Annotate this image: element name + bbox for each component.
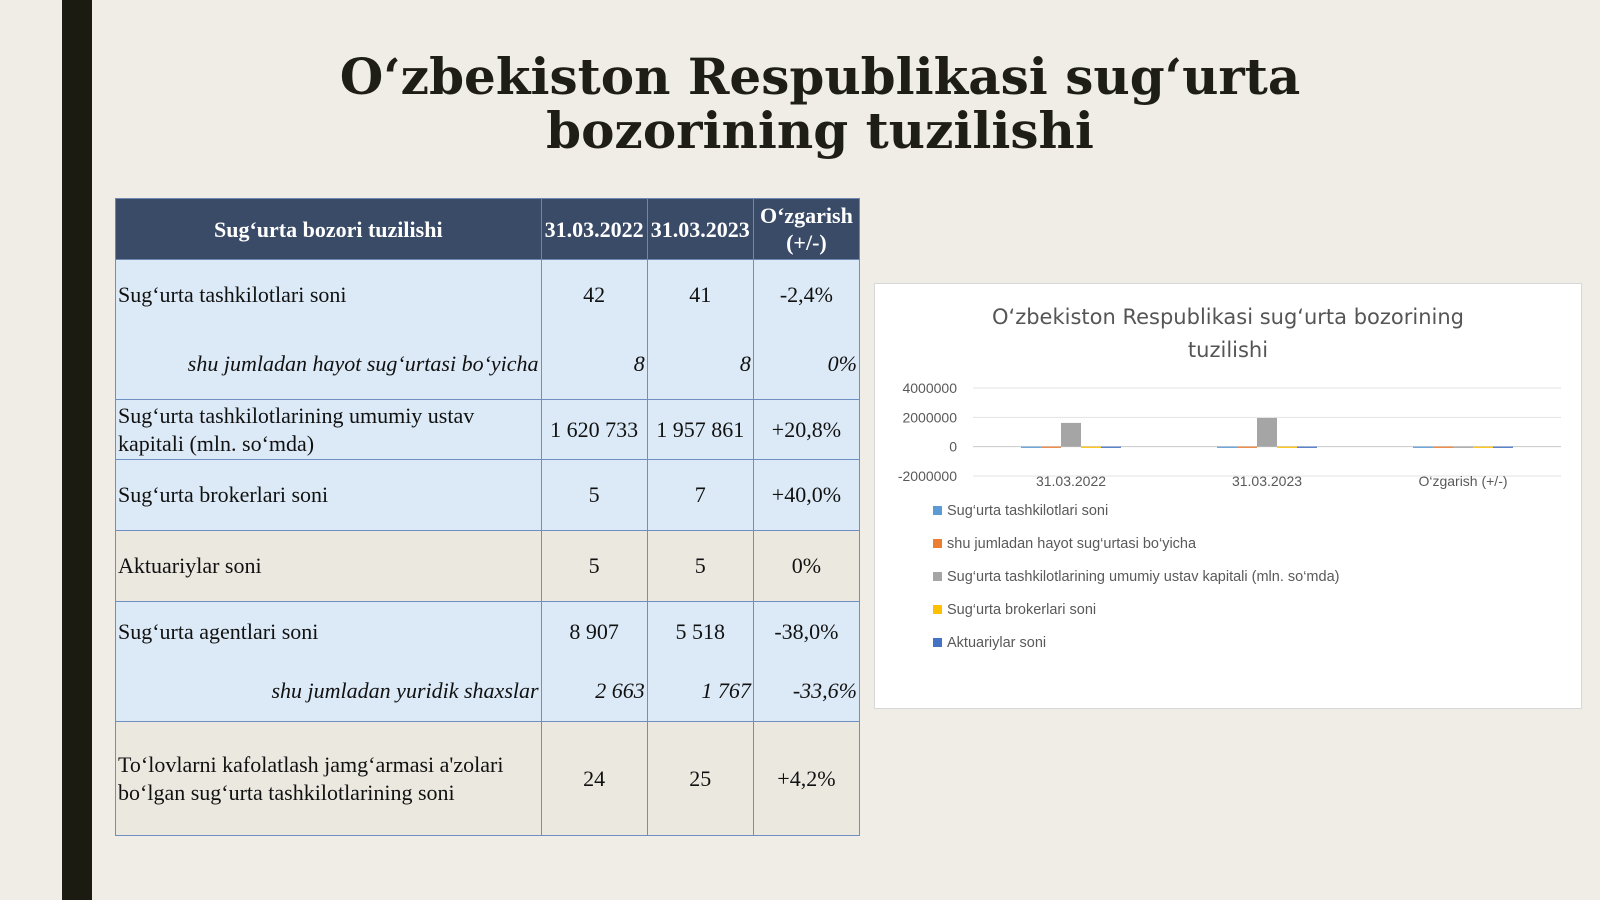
row-label: Sug‘urta brokerlari soni [116, 460, 542, 531]
insurance-market-table [115, 198, 860, 836]
value-2023: 1 957 861 [647, 400, 753, 460]
bar [1217, 447, 1237, 448]
table-row [116, 400, 860, 460]
header-date-2022: 31.03.2022 [541, 199, 647, 260]
bar [1041, 447, 1061, 448]
value-2023: 7 [647, 460, 753, 531]
table-row [116, 330, 860, 400]
table-row [116, 260, 860, 330]
bar [1101, 447, 1121, 448]
value-2022: 1 620 733 [541, 400, 647, 460]
y-tick-label: 4000000 [902, 380, 957, 396]
header-date-2023: 31.03.2023 [647, 199, 753, 260]
value-change: 0% [753, 330, 859, 400]
x-tick-label: 31.03.2023 [1231, 473, 1303, 489]
value-change: -33,6% [753, 662, 859, 722]
legend-label: Aktuariylar soni [947, 635, 1047, 651]
value-2022: 5 [541, 460, 647, 531]
y-tick-label: -2000000 [897, 468, 957, 484]
row-label: Sug‘urta agentlari soni [116, 602, 542, 662]
bar [1257, 418, 1277, 447]
bar [1493, 447, 1513, 448]
legend-label: Sug‘urta tashkilotlari soni [947, 503, 1109, 519]
chart-legend [933, 503, 1339, 651]
bar [1433, 447, 1453, 448]
chart-title-line-1: O‘zbekiston Respublikasi sug‘urta bozorining [991, 305, 1465, 329]
table-row [116, 722, 860, 836]
legend-swatch [933, 539, 942, 548]
value-2023: 8 [647, 330, 753, 400]
value-2022: 24 [541, 722, 647, 836]
value-change: -38,0% [753, 602, 859, 662]
chart-axis-ticks [898, 380, 1508, 489]
y-tick-label: 0 [949, 438, 957, 455]
header-change: O‘zgarish (+/-) [753, 199, 859, 260]
bar [1021, 447, 1041, 448]
row-label: Aktuariylar soni [116, 531, 542, 602]
chart-bars [1021, 418, 1513, 448]
value-change: 0% [753, 531, 859, 602]
table-row [116, 602, 860, 662]
bar [1473, 447, 1493, 448]
bar [1297, 447, 1317, 448]
value-2022: 42 [541, 260, 647, 330]
value-2022: 5 [541, 531, 647, 602]
value-2022: 8 907 [541, 602, 647, 662]
chart-panel [874, 283, 1582, 709]
legend-label: Sug‘urta brokerlari soni [947, 602, 1097, 618]
legend-swatch [933, 572, 942, 581]
table-row [116, 460, 860, 531]
bar [1453, 447, 1473, 448]
side-accent-bar [62, 0, 92, 900]
row-label: shu jumladan hayot sug‘urtasi bo‘yicha [116, 330, 542, 400]
value-2023: 41 [647, 260, 753, 330]
row-label: shu jumladan yuridik shaxslar [116, 662, 542, 722]
x-tick-label: 31.03.2022 [1035, 473, 1107, 489]
row-label: Sug‘urta tashkilotlari soni [116, 260, 542, 330]
bar [1413, 447, 1433, 448]
table-header-row [116, 199, 860, 260]
table-row [116, 531, 860, 602]
chart-title-line-2: tuzilishi [1187, 338, 1269, 362]
value-change: -2,4% [753, 260, 859, 330]
bar [1081, 447, 1101, 448]
bar-chart [875, 284, 1581, 708]
value-2023: 1 767 [647, 662, 753, 722]
value-2023: 25 [647, 722, 753, 836]
row-label: Sug‘urta tashkilotlarining umumiy ustav kapitali (mln. so‘mda) [116, 400, 542, 460]
legend-swatch [933, 638, 942, 647]
slide-title: O‘zbekiston Respublikasi sug‘urta bozorining tuzilishi [339, 47, 1301, 160]
bar [1237, 447, 1257, 448]
bar [1061, 423, 1081, 447]
value-2022: 8 [541, 330, 647, 400]
value-change: +20,8% [753, 400, 859, 460]
value-change: +4,2% [753, 722, 859, 836]
value-2023: 5 [647, 531, 753, 602]
table-row [116, 662, 860, 722]
y-tick-label: 2000000 [902, 409, 957, 426]
header-structure: Sug‘urta bozori tuzilishi [116, 199, 542, 260]
legend-swatch [933, 506, 942, 515]
value-2022: 2 663 [541, 662, 647, 722]
bar [1277, 447, 1297, 448]
value-2023: 5 518 [647, 602, 753, 662]
legend-label: Sug‘urta tashkilotlarining umumiy ustav kapitali (mln. so‘mda) [947, 569, 1340, 585]
legend-swatch [933, 605, 942, 614]
value-change: +40,0% [753, 460, 859, 531]
row-label: To‘lovlarni kafolatlash jamg‘armasi a'zolari bo‘lgan sug‘urta tashkilotlarining soni [116, 722, 542, 836]
legend-label: shu jumladan hayot sug‘urtasi bo‘yicha [947, 536, 1197, 552]
x-tick-label: O‘zgarish (+/-) [1418, 473, 1508, 489]
